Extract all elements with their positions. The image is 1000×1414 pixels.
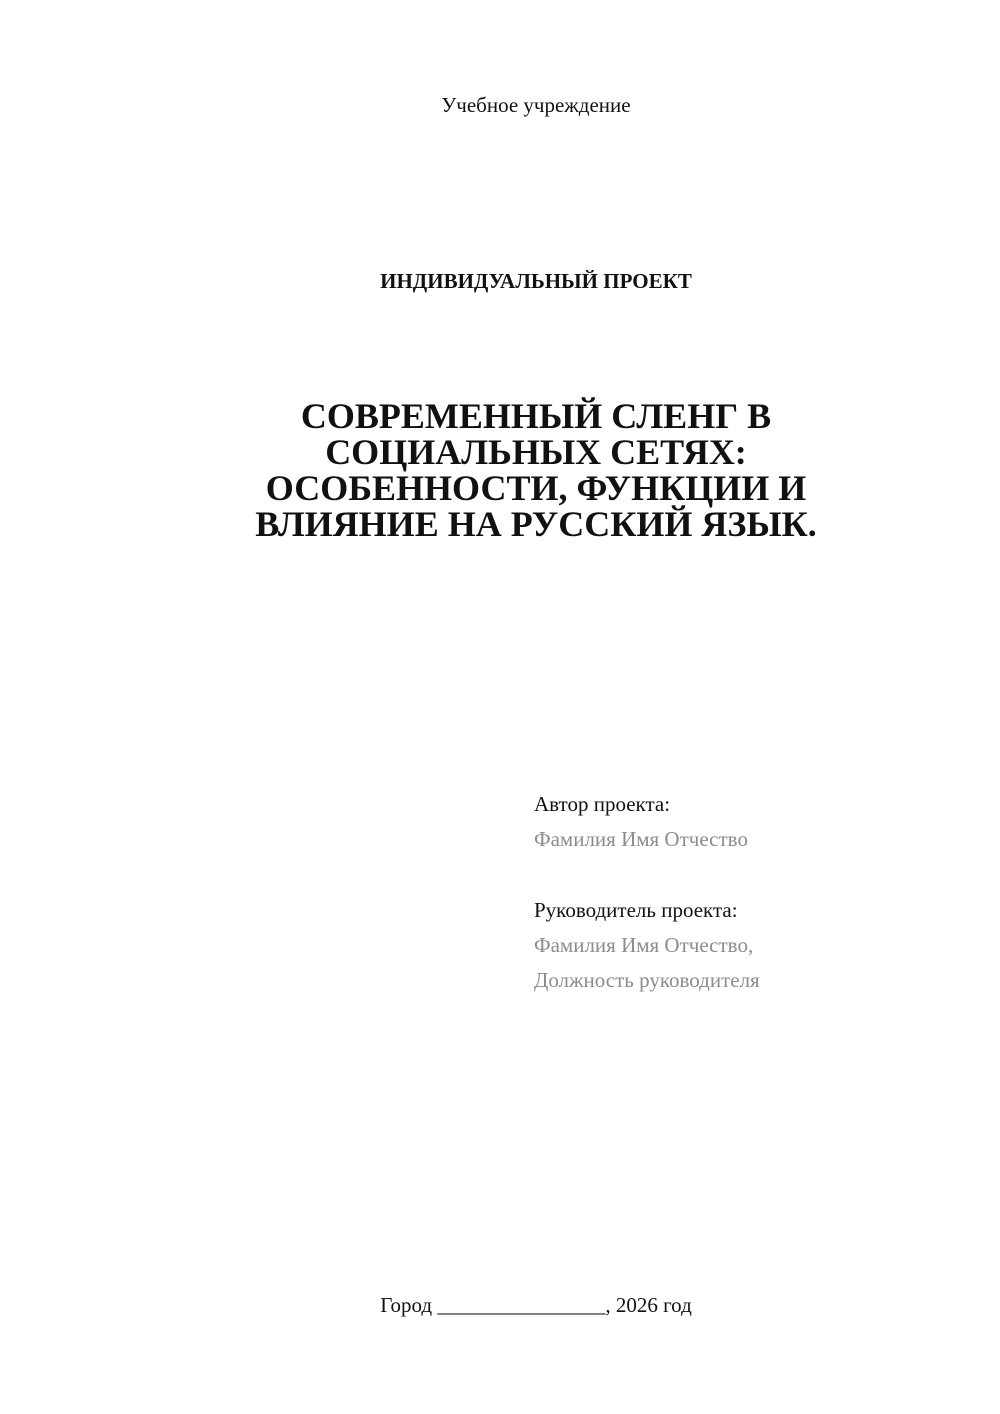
supervisor-position-placeholder: Должность руководителя — [534, 968, 760, 992]
supervisor-label: Руководитель проекта: — [534, 898, 738, 922]
title-line: СОЦИАЛЬНЫХ СЕТЯХ: — [325, 432, 747, 472]
title-line: ВЛИЯНИЕ НА РУССКИЙ ЯЗЫК. — [255, 504, 817, 544]
city-blank: ________________ — [437, 1293, 606, 1317]
title-line: ОСОБЕННОСТИ, ФУНКЦИИ И — [265, 468, 807, 508]
supervisor-block — [534, 893, 760, 998]
author-block — [534, 787, 748, 857]
title-line: СОВРЕМЕННЫЙ СЛЕНГ В — [300, 396, 772, 436]
year: , 2026 год — [605, 1293, 692, 1317]
institution-name: Учебное учреждение — [441, 93, 631, 117]
document-type: ИНДИВИДУАЛЬНЫЙ ПРОЕКТ — [380, 269, 692, 293]
project-title — [236, 398, 836, 542]
author-name-placeholder: Фамилия Имя Отчество — [534, 827, 748, 851]
author-label: Автор проекта: — [534, 792, 671, 816]
city-label: Город — [380, 1293, 433, 1317]
city-year-line — [0, 1290, 1000, 1320]
supervisor-name-placeholder: Фамилия Имя Отчество, — [534, 933, 754, 957]
